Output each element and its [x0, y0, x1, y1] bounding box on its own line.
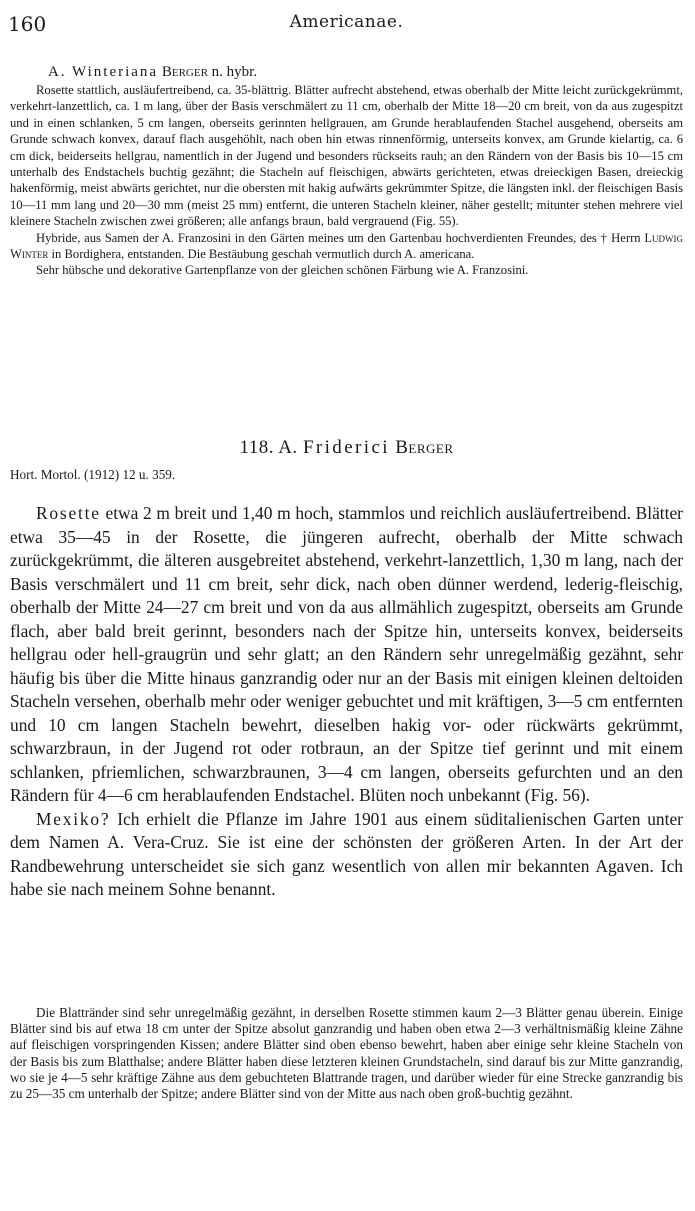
description-lead-2: Mexiko? — [36, 808, 111, 829]
species-reference: Hort. Mortol. (1912) 12 u. 359. — [10, 467, 176, 482]
hybrid-name-text: A. Winteriana — [48, 64, 159, 80]
hybrid-description: Rosette stattlich, ausläufertreibend, ca. 35-blättrig. Blätter aufrecht abstehend, etwas oberhalb der Mitte leicht zurückgekrümmt, verkehrt-lanzettlich, ca. 1 m lang, über der Basis verschmälert zu 11 cm, oberhalb der Mitte 18—20 cm breit, von da aus zugespitzt und in einen schlanken, 5 cm langen, oberseits gerinnten hellgrauen, am Grunde herablaufenden Stachel ausgehend, oberseits am Grunde schwach konvex, darauf flach ausgehöhlt, nach oben hin etwas rinnenförmig, unterseits konvex, am Grunde kielartig, ca. 6 cm dick, beiderseits hellgrau, namentlich in der Jugend und besonders rückseits rauh; an den Rändern von der Basis bis 10—15 cm unterhalb des Endstachels buchtig gezähnt; die Stacheln auf fleischigen, abwärts gerichteten, etwas dreieckigen Basen, dreieckig hakenförmig, meist abwärts gerichtet, nur die obersten mit hakig aufwärts gekrümmter Spitze, die längsten inkl. der fleischigen Basis 10—11 mm lang und 20—30 mm (meist 25 mm) entfernt, die unteren Stacheln kleiner, näher gestellt; mitunter stehen mehrere viel kleinere Stacheln zwischen zwei größeren; alle anfangs braun, bald vergrauend (Fig. 55). — [10, 83, 683, 229]
species-heading-block — [10, 436, 683, 484]
running-title: Americanae. — [289, 12, 404, 32]
species-heading — [10, 436, 683, 460]
species-description — [10, 502, 683, 902]
description-lead-1: Rosette — [36, 503, 101, 523]
hybrid-note: n. hybr. — [211, 64, 258, 80]
hybrid-origin — [10, 230, 683, 263]
page-number: 160 — [8, 12, 47, 36]
description-paragraph-2 — [10, 808, 683, 902]
page-header — [8, 12, 685, 40]
description-text-2: Ich erhielt die Pflanze im Jahre 1901 aus einem süditalienischen Garten unter dem Namen A. Vera-Cruz. Sie ist eine der schönsten der größeren Arten. In der Art der Randbewehrung unterscheidet sie sich ganz wesentlich von allen mir bekannten Agaven. Ich habe sie nach meinem Sohne benannt. — [10, 808, 683, 899]
species-name: Friderici — [302, 437, 390, 458]
hybrid-origin-person: Ludwig Winter — [10, 230, 683, 262]
hybrid-section — [10, 62, 683, 279]
species-note: Die Blattränder sind sehr unregelmäßig gezähnt, in derselben Rosette stimmen kaum 2—3 Blätter genau überein. Einige Blätter sind bis auf etwa 18 cm unter der Spitze absolut ganzrandig und haben oben etwa 2—3 verhältnismäßig kleine Zähne auf fleischigen vorspringenden Kissen; andere Blätter sind oben ebenso bewehrt, haben aber einige sehr kleine Stacheln von der Basis bis zum Blatthalse; andere Blätter haben diese letzteren kleinen Grundstacheln, sind darauf bis zur Mitte ganzrandig, wo sie je 4—5 sehr kräftige Zähne aus dem gebuchteten Blattrande tragen, und darüber wieder für eine Strecke ganzrandig bis zu 25—35 cm unterhalb der Spitze; andere Blätter sind von der Mitte aus nach oben groß-buchtig gezähnt. — [10, 1005, 683, 1102]
hybrid-remark: Sehr hübsche und dekorative Gartenpflanze von der gleichen schönen Färbung wie A. Franzosini. — [36, 263, 529, 278]
hybrid-name — [48, 62, 683, 82]
species-author: Berger — [395, 437, 454, 458]
species-note-block — [10, 1005, 683, 1102]
hybrid-author: Berger — [161, 64, 208, 80]
species-number: 118. A. — [239, 437, 298, 458]
hybrid-origin-text-1: Hybride, aus Samen der A. Franzosini in den Gärten meines um den Gartenbau hochverdienten Freundes, des † Herrn — [36, 230, 641, 245]
hybrid-origin-text-2: in Bordighera, entstanden. Die Bestäubung geschah vermutlich durch A. americana. — [51, 247, 475, 262]
description-paragraph-1 — [10, 502, 683, 808]
description-text-1: etwa 2 m breit und 1,40 m hoch, stammlos und reichlich ausläufertreibend. Blätter etwa 35—45 in der Rosette, die jüngeren aufrecht, oberhalb der Mitte schwach zurückgekrümmt, die älteren ausgebreitet abstehend, verkehrt-lanzettlich, 1,30 m lang, nach der Basis verschmälert und 11 cm breit, sehr dick, nach oben dünner werdend, lederig-fleischig, oberhalb der Mitte 24—27 cm breit und von da aus allmählich zugespitzt, oberseits am Grunde flach, aber bald breit gerinnt, besonders nach der Spitze hin, unterseits konvex, beiderseits hellgrau oder hell-graugrün und sehr glatt; an den Rändern sehr unregelmäßig gezähnt, sehr häufig bis über die Mitte hinaus ganzrandig oder nur an der Basis mit einigen kleinen deltoiden Stacheln versehen, oberhalb mehr oder weniger gebuchtet und mit kräftigen, 3—5 cm entfernten und 10 cm langen Stacheln bewehrt, dieselben hakig vor- oder rückwärts gekrümmt, schwarzbraun, in der Jugend rot oder rotbraun, an der Spitze tief gerinnt und mit einem schlanken, pfriemlichen, schwarzbraunen, 3—4 cm langen, oberseits gefurchten und an den Rändern für 4—6 cm herablaufenden Endstachel. Blüten noch unbekannt (Fig. 56). — [10, 503, 683, 805]
